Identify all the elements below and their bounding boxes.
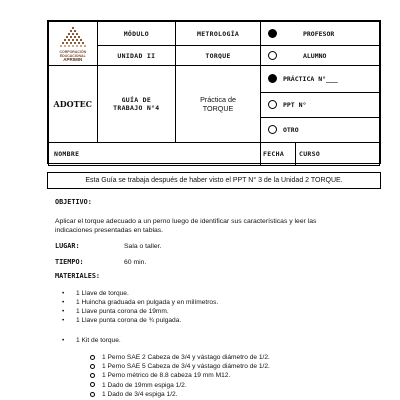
alumno-radio[interactable] <box>268 51 277 60</box>
circle-bullet-icon <box>90 373 95 378</box>
otro-label: OTRO <box>282 125 299 134</box>
list-item <box>90 390 270 399</box>
lugar-heading: LUGAR: <box>55 242 80 250</box>
brand-adotec: ADOTEC <box>49 66 98 143</box>
fecha-curso-cell <box>260 143 379 166</box>
kit-item-text: 1 Dado de 19mm espiga 1/2. <box>102 381 187 389</box>
list-item <box>90 353 270 362</box>
circle-bullet-icon <box>90 392 95 397</box>
materiales-list <box>62 289 218 325</box>
materiales-heading: MATERIALES: <box>55 272 101 280</box>
list-item: • 1 Huincha graduada en pulgada y en milímetros. <box>62 299 219 306</box>
guia-label: GUÍA DE TRABAJO N°4 <box>97 66 176 143</box>
intro-text: Esta Guía se trabaja después de haber visto el PPT N° 3 de la Unidad 2 TORQUE. <box>85 177 343 184</box>
objetivo-text: Aplicar el torque adecuado a un perno luego de identificar sus características y leer las indicaciones presentadas en tablas. <box>55 218 317 234</box>
alumno-cell <box>260 46 379 66</box>
practica-n-label: PRÁCTICA N°___ <box>282 74 338 83</box>
tiempo-value: 60 min. <box>124 259 147 266</box>
circle-bullet-icon <box>90 364 95 369</box>
metrologia-label: METROLOGÍA <box>176 22 261 46</box>
list-item <box>90 381 270 390</box>
practica-radio[interactable] <box>268 74 277 83</box>
kit-item-text: 1 Perno SAE 2 Cabeza de 3/4 y vástago diámetro de 1/2. <box>102 354 270 361</box>
unidad-label: UNIDAD II <box>97 46 176 66</box>
list-item: • 1 Llave punta corona de ¾ pulgada. <box>62 317 182 324</box>
circle-bullet-icon <box>90 382 95 387</box>
list-item <box>90 362 270 371</box>
kit-item-text: 1 Perno SAE 5 Cabeza de 3/4 y vástago diámetro de 1/2. <box>102 363 270 371</box>
curso-label: CURSO <box>298 150 321 158</box>
circle-bullet-icon <box>90 355 95 360</box>
list-item <box>90 371 270 380</box>
material-text: 1 Llave punta corona de ¾ pulgada. <box>76 317 182 324</box>
logo-line-1: CORPORACIÓN <box>59 49 87 54</box>
logo-line-2: EDUCACIONAL <box>59 53 86 58</box>
lugar-value: Sala o taller. <box>124 243 162 250</box>
ppt-label: PPT N° <box>282 100 307 109</box>
nombre-label: NOMBRE <box>49 143 261 166</box>
profesor-cell <box>260 22 379 46</box>
modulo-label: MÓDULO <box>97 22 176 46</box>
kit-items-list <box>90 353 270 399</box>
material-text: 1 Llave de torque. <box>76 290 129 297</box>
kit-label: 1 Kit de torque. <box>76 337 121 344</box>
aprimin-logo <box>49 26 97 62</box>
fecha-label: FECHA <box>261 143 296 165</box>
ppt-radio[interactable] <box>268 100 277 109</box>
kit-item: • 1 Kit de torque. <box>62 337 121 344</box>
list-item: • 1 Llave punta corona de 19mm. <box>62 308 169 315</box>
logo-triangle-icon <box>60 26 86 50</box>
practica-title: Práctica de TORQUE <box>176 66 261 143</box>
logo-cell <box>49 22 98 66</box>
profesor-label: PROFESOR <box>302 29 335 38</box>
profesor-radio[interactable] <box>268 29 277 38</box>
intro-strip <box>47 172 381 189</box>
header-table-frame <box>47 20 381 164</box>
otro-radio[interactable] <box>268 125 277 134</box>
objetivo-heading: OBJETIVO: <box>55 198 92 206</box>
kit-item-text: 1 Dado de 3/4 espiga 1/2. <box>102 390 178 398</box>
alumno-label: ALUMNO <box>302 51 327 60</box>
kit-item-text: 1 Perno métrico de 8.8 cabeza 19 mm M12. <box>102 372 231 380</box>
header-table <box>48 21 380 166</box>
material-text: 1 Llave punta corona de 19mm. <box>76 308 169 315</box>
list-item: • 1 Llave de torque. <box>62 290 129 297</box>
tiempo-heading: TIEMPO: <box>55 258 84 266</box>
logo-text <box>59 50 86 62</box>
options-cell <box>260 66 379 143</box>
material-text: 1 Huincha graduada en pulgada y en milímetros. <box>76 299 219 306</box>
torque-label: TORQUE <box>176 46 261 66</box>
logo-line-3: APRIMIN <box>63 56 83 62</box>
